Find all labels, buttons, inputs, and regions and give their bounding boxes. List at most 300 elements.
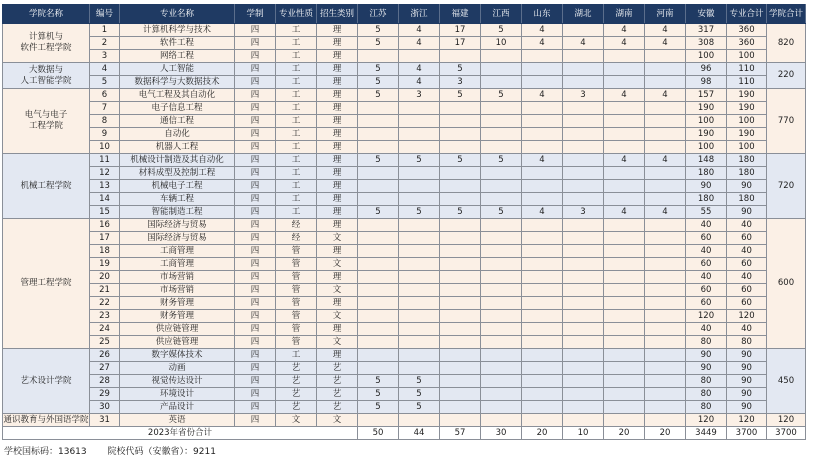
duration: 四 (235, 219, 276, 232)
quota-jiangsu: 5 (358, 63, 399, 76)
quota-fujian: 17 (440, 24, 481, 37)
quota-zhejiang (399, 297, 440, 310)
table-row (3, 414, 806, 427)
quota-anhui: 80 (686, 401, 727, 414)
quota-anhui: 55 (686, 206, 727, 219)
duration: 四 (235, 180, 276, 193)
column-header: 湖南 (604, 5, 645, 24)
row-number: 9 (90, 128, 120, 141)
quota-hunan (604, 258, 645, 271)
quota-jiangxi (481, 141, 522, 154)
quota-jiangsu: 5 (358, 37, 399, 50)
discipline-type: 工 (276, 349, 317, 362)
quota-jiangsu (358, 297, 399, 310)
quota-shandong (522, 362, 563, 375)
quota-shandong (522, 336, 563, 349)
college-code: 院校代码（安徽省）：9211 (107, 447, 216, 457)
quota-jiangxi (481, 284, 522, 297)
quota-fujian: 5 (440, 89, 481, 102)
column-header: 安徽 (686, 5, 727, 24)
major-name: 数据科学与大数据技术 (120, 76, 235, 89)
major-name: 智能制造工程 (120, 206, 235, 219)
admission-category: 理 (317, 76, 358, 89)
admission-category: 文 (317, 336, 358, 349)
college-name: 大数据与 人工智能学院 (3, 63, 90, 89)
quota-hunan (604, 76, 645, 89)
quota-hunan (604, 310, 645, 323)
quota-henan (645, 401, 686, 414)
total-sub: 3700 (727, 427, 767, 440)
major-name: 财务管理 (120, 297, 235, 310)
quota-zhejiang: 5 (399, 388, 440, 401)
quota-hubei (563, 50, 604, 63)
major-name: 视觉传达设计 (120, 375, 235, 388)
quota-jiangsu: 5 (358, 89, 399, 102)
row-number: 29 (90, 388, 120, 401)
column-header: 河南 (645, 5, 686, 24)
total-he: 20 (645, 427, 686, 440)
quota-hubei (563, 141, 604, 154)
major-name: 动画 (120, 362, 235, 375)
discipline-type: 工 (276, 115, 317, 128)
quota-hunan (604, 180, 645, 193)
table-row (3, 219, 806, 232)
table-row (3, 349, 806, 362)
quota-jiangsu (358, 310, 399, 323)
duration: 四 (235, 323, 276, 336)
admission-category: 理 (317, 193, 358, 206)
major-name: 英语 (120, 414, 235, 427)
quota-anhui: 317 (686, 24, 727, 37)
quota-shandong (522, 310, 563, 323)
quota-hunan: 4 (604, 37, 645, 50)
column-header: 专业名称 (120, 5, 235, 24)
table-row (3, 336, 806, 349)
quota-shandong (522, 193, 563, 206)
admission-plan-table (2, 4, 806, 440)
quota-zhejiang: 5 (399, 154, 440, 167)
quota-henan: 4 (645, 206, 686, 219)
quota-anhui: 190 (686, 128, 727, 141)
major-total: 360 (727, 24, 767, 37)
quota-henan (645, 323, 686, 336)
quota-shandong (522, 219, 563, 232)
quota-anhui: 40 (686, 219, 727, 232)
quota-anhui: 120 (686, 414, 727, 427)
major-name: 产品设计 (120, 401, 235, 414)
quota-hubei (563, 349, 604, 362)
quota-jiangsu: 5 (358, 401, 399, 414)
admission-category: 文 (317, 232, 358, 245)
quota-jiangxi (481, 388, 522, 401)
quota-hubei (563, 63, 604, 76)
quota-jiangsu (358, 271, 399, 284)
major-total: 180 (727, 193, 767, 206)
major-name: 材料成型及控制工程 (120, 167, 235, 180)
quota-shandong (522, 50, 563, 63)
major-total: 90 (727, 206, 767, 219)
college-total: 450 (767, 349, 806, 414)
quota-anhui: 148 (686, 154, 727, 167)
discipline-type: 经 (276, 232, 317, 245)
table-row (3, 63, 806, 76)
major-name: 财务管理 (120, 310, 235, 323)
quota-henan (645, 245, 686, 258)
quota-henan (645, 258, 686, 271)
discipline-type: 工 (276, 193, 317, 206)
quota-shandong (522, 115, 563, 128)
duration: 四 (235, 154, 276, 167)
row-number: 25 (90, 336, 120, 349)
quota-zhejiang (399, 258, 440, 271)
duration: 四 (235, 24, 276, 37)
college-name: 艺术设计学院 (3, 349, 90, 414)
quota-hunan (604, 362, 645, 375)
duration: 四 (235, 141, 276, 154)
major-total: 110 (727, 63, 767, 76)
quota-zhejiang (399, 336, 440, 349)
row-number: 18 (90, 245, 120, 258)
quota-anhui: 157 (686, 89, 727, 102)
major-name: 供应链管理 (120, 336, 235, 349)
admission-category: 文 (317, 258, 358, 271)
quota-jiangxi (481, 297, 522, 310)
admission-category: 艺 (317, 362, 358, 375)
quota-anhui: 40 (686, 323, 727, 336)
table-body (3, 24, 806, 440)
discipline-type: 工 (276, 89, 317, 102)
quota-hubei (563, 76, 604, 89)
quota-hubei: 3 (563, 89, 604, 102)
admission-category: 理 (317, 219, 358, 232)
quota-zhejiang (399, 245, 440, 258)
quota-hubei: 3 (563, 206, 604, 219)
table-row (3, 180, 806, 193)
table-row (3, 89, 806, 102)
admission-category: 文 (317, 284, 358, 297)
quota-jiangsu (358, 102, 399, 115)
major-total: 40 (727, 245, 767, 258)
quota-zhejiang (399, 128, 440, 141)
quota-henan (645, 336, 686, 349)
admission-category: 文 (317, 310, 358, 323)
quota-fujian (440, 180, 481, 193)
row-number: 16 (90, 219, 120, 232)
quota-jiangxi (481, 245, 522, 258)
quota-zhejiang: 4 (399, 37, 440, 50)
table-row (3, 141, 806, 154)
quota-shandong (522, 76, 563, 89)
quota-fujian (440, 414, 481, 427)
quota-hubei (563, 401, 604, 414)
duration: 四 (235, 349, 276, 362)
quota-fujian (440, 167, 481, 180)
discipline-type: 管 (276, 336, 317, 349)
table-row (3, 50, 806, 63)
duration: 四 (235, 258, 276, 271)
quota-henan (645, 362, 686, 375)
discipline-type: 管 (276, 297, 317, 310)
admission-category: 理 (317, 63, 358, 76)
discipline-type: 工 (276, 102, 317, 115)
admission-category: 理 (317, 154, 358, 167)
quota-jiangsu (358, 245, 399, 258)
column-header: 浙江 (399, 5, 440, 24)
quota-fujian (440, 323, 481, 336)
quota-jiangxi (481, 401, 522, 414)
quota-fujian (440, 388, 481, 401)
table-row (3, 245, 806, 258)
quota-hubei (563, 245, 604, 258)
quota-hunan (604, 336, 645, 349)
major-total: 40 (727, 323, 767, 336)
quota-hubei (563, 102, 604, 115)
row-number: 3 (90, 50, 120, 63)
quota-jiangxi (481, 414, 522, 427)
duration: 四 (235, 297, 276, 310)
table-header-row (3, 5, 806, 24)
quota-hunan: 4 (604, 89, 645, 102)
quota-anhui: 180 (686, 167, 727, 180)
quota-hubei (563, 310, 604, 323)
row-number: 2 (90, 37, 120, 50)
quota-zhejiang: 3 (399, 89, 440, 102)
major-total: 90 (727, 388, 767, 401)
row-number: 28 (90, 375, 120, 388)
quota-jiangxi (481, 102, 522, 115)
quota-hunan: 4 (604, 24, 645, 37)
quota-hubei (563, 388, 604, 401)
quota-hubei (563, 414, 604, 427)
quota-henan (645, 167, 686, 180)
row-number: 21 (90, 284, 120, 297)
quota-jiangsu (358, 180, 399, 193)
major-name: 人工智能 (120, 63, 235, 76)
quota-zhejiang: 4 (399, 76, 440, 89)
row-number: 8 (90, 115, 120, 128)
duration: 四 (235, 206, 276, 219)
table-row (3, 193, 806, 206)
total-hn: 20 (604, 427, 645, 440)
discipline-type: 艺 (276, 375, 317, 388)
quota-hubei (563, 258, 604, 271)
major-name: 工商管理 (120, 245, 235, 258)
quota-jiangxi (481, 349, 522, 362)
row-number: 30 (90, 401, 120, 414)
duration: 四 (235, 37, 276, 50)
quota-jiangxi (481, 76, 522, 89)
quota-jiangxi: 5 (481, 154, 522, 167)
admission-category: 理 (317, 271, 358, 284)
quota-zhejiang (399, 232, 440, 245)
quota-hunan (604, 232, 645, 245)
quota-henan (645, 414, 686, 427)
quota-anhui: 308 (686, 37, 727, 50)
admission-category: 理 (317, 115, 358, 128)
quota-jiangsu: 5 (358, 206, 399, 219)
quota-shandong: 4 (522, 89, 563, 102)
major-total: 100 (727, 141, 767, 154)
row-number: 12 (90, 167, 120, 180)
quota-fujian (440, 362, 481, 375)
table-row (3, 401, 806, 414)
quota-henan (645, 375, 686, 388)
quota-henan (645, 50, 686, 63)
table-row (3, 375, 806, 388)
column-header: 学制 (235, 5, 276, 24)
table-row (3, 76, 806, 89)
quota-fujian (440, 232, 481, 245)
college-total: 720 (767, 154, 806, 219)
row-number: 11 (90, 154, 120, 167)
table-row (3, 154, 806, 167)
row-number: 26 (90, 349, 120, 362)
total-zj: 44 (399, 427, 440, 440)
quota-shandong (522, 388, 563, 401)
total-jx: 30 (481, 427, 522, 440)
major-total: 60 (727, 297, 767, 310)
quota-zhejiang (399, 284, 440, 297)
quota-zhejiang: 5 (399, 206, 440, 219)
quota-jiangxi: 10 (481, 37, 522, 50)
quota-henan (645, 284, 686, 297)
quota-jiangxi: 5 (481, 24, 522, 37)
major-total: 90 (727, 180, 767, 193)
quota-hubei: 4 (563, 37, 604, 50)
duration: 四 (235, 63, 276, 76)
quota-hubei (563, 24, 604, 37)
quota-hubei (563, 128, 604, 141)
row-number: 19 (90, 258, 120, 271)
quota-jiangxi (481, 232, 522, 245)
quota-shandong (522, 258, 563, 271)
quota-shandong (522, 323, 563, 336)
duration: 四 (235, 102, 276, 115)
duration: 四 (235, 375, 276, 388)
quota-shandong (522, 232, 563, 245)
quota-shandong (522, 180, 563, 193)
quota-henan: 4 (645, 24, 686, 37)
quota-shandong: 4 (522, 24, 563, 37)
quota-hunan (604, 219, 645, 232)
duration: 四 (235, 76, 276, 89)
major-name: 自动化 (120, 128, 235, 141)
quota-henan (645, 102, 686, 115)
quota-shandong (522, 63, 563, 76)
duration: 四 (235, 115, 276, 128)
quota-jiangsu (358, 362, 399, 375)
quota-anhui: 40 (686, 245, 727, 258)
quota-anhui: 100 (686, 141, 727, 154)
column-header: 山东 (522, 5, 563, 24)
major-total: 90 (727, 362, 767, 375)
quota-hunan (604, 193, 645, 206)
row-number: 20 (90, 271, 120, 284)
quota-anhui: 60 (686, 232, 727, 245)
college-name: 机械工程学院 (3, 154, 90, 219)
table-row (3, 37, 806, 50)
table-row (3, 310, 806, 323)
quota-hubei (563, 336, 604, 349)
major-name: 通信工程 (120, 115, 235, 128)
quota-anhui: 80 (686, 388, 727, 401)
row-number: 31 (90, 414, 120, 427)
quota-henan: 4 (645, 37, 686, 50)
quota-zhejiang (399, 167, 440, 180)
footer-codes (4, 444, 234, 457)
quota-hunan (604, 323, 645, 336)
major-total: 60 (727, 232, 767, 245)
quota-hunan (604, 271, 645, 284)
duration: 四 (235, 336, 276, 349)
totals-label: 2023年省份合计 (3, 427, 358, 440)
major-total: 120 (727, 310, 767, 323)
quota-zhejiang (399, 349, 440, 362)
quota-hunan (604, 50, 645, 63)
quota-anhui: 80 (686, 375, 727, 388)
quota-hubei (563, 297, 604, 310)
quota-fujian (440, 102, 481, 115)
total-hb: 10 (563, 427, 604, 440)
quota-jiangxi (481, 375, 522, 388)
quota-anhui: 96 (686, 63, 727, 76)
admission-category: 理 (317, 89, 358, 102)
quota-henan (645, 63, 686, 76)
row-number: 17 (90, 232, 120, 245)
quota-jiangsu: 5 (358, 388, 399, 401)
total-js: 50 (358, 427, 399, 440)
row-number: 1 (90, 24, 120, 37)
discipline-type: 管 (276, 284, 317, 297)
quota-zhejiang (399, 323, 440, 336)
column-header: 学院合计 (767, 5, 806, 24)
quota-hubei (563, 232, 604, 245)
quota-jiangxi: 5 (481, 89, 522, 102)
duration: 四 (235, 271, 276, 284)
quota-jiangsu (358, 193, 399, 206)
admission-category: 理 (317, 141, 358, 154)
quota-hunan: 4 (604, 206, 645, 219)
table-row (3, 115, 806, 128)
quota-zhejiang (399, 362, 440, 375)
quota-shandong: 4 (522, 154, 563, 167)
quota-henan (645, 271, 686, 284)
quota-zhejiang (399, 193, 440, 206)
discipline-type: 管 (276, 323, 317, 336)
quota-fujian (440, 310, 481, 323)
quota-zhejiang (399, 50, 440, 63)
major-name: 软件工程 (120, 37, 235, 50)
major-name: 网络工程 (120, 50, 235, 63)
major-name: 国际经济与贸易 (120, 219, 235, 232)
quota-hunan (604, 63, 645, 76)
quota-jiangxi (481, 128, 522, 141)
quota-fujian (440, 284, 481, 297)
quota-hunan (604, 167, 645, 180)
total-sd: 20 (522, 427, 563, 440)
quota-fujian (440, 258, 481, 271)
quota-hubei (563, 154, 604, 167)
quota-hubei (563, 193, 604, 206)
column-header: 编号 (90, 5, 120, 24)
quota-shandong (522, 141, 563, 154)
quota-shandong: 4 (522, 37, 563, 50)
quota-henan (645, 349, 686, 362)
quota-zhejiang: 5 (399, 375, 440, 388)
quota-fujian (440, 219, 481, 232)
quota-zhejiang (399, 271, 440, 284)
major-name: 工商管理 (120, 258, 235, 271)
